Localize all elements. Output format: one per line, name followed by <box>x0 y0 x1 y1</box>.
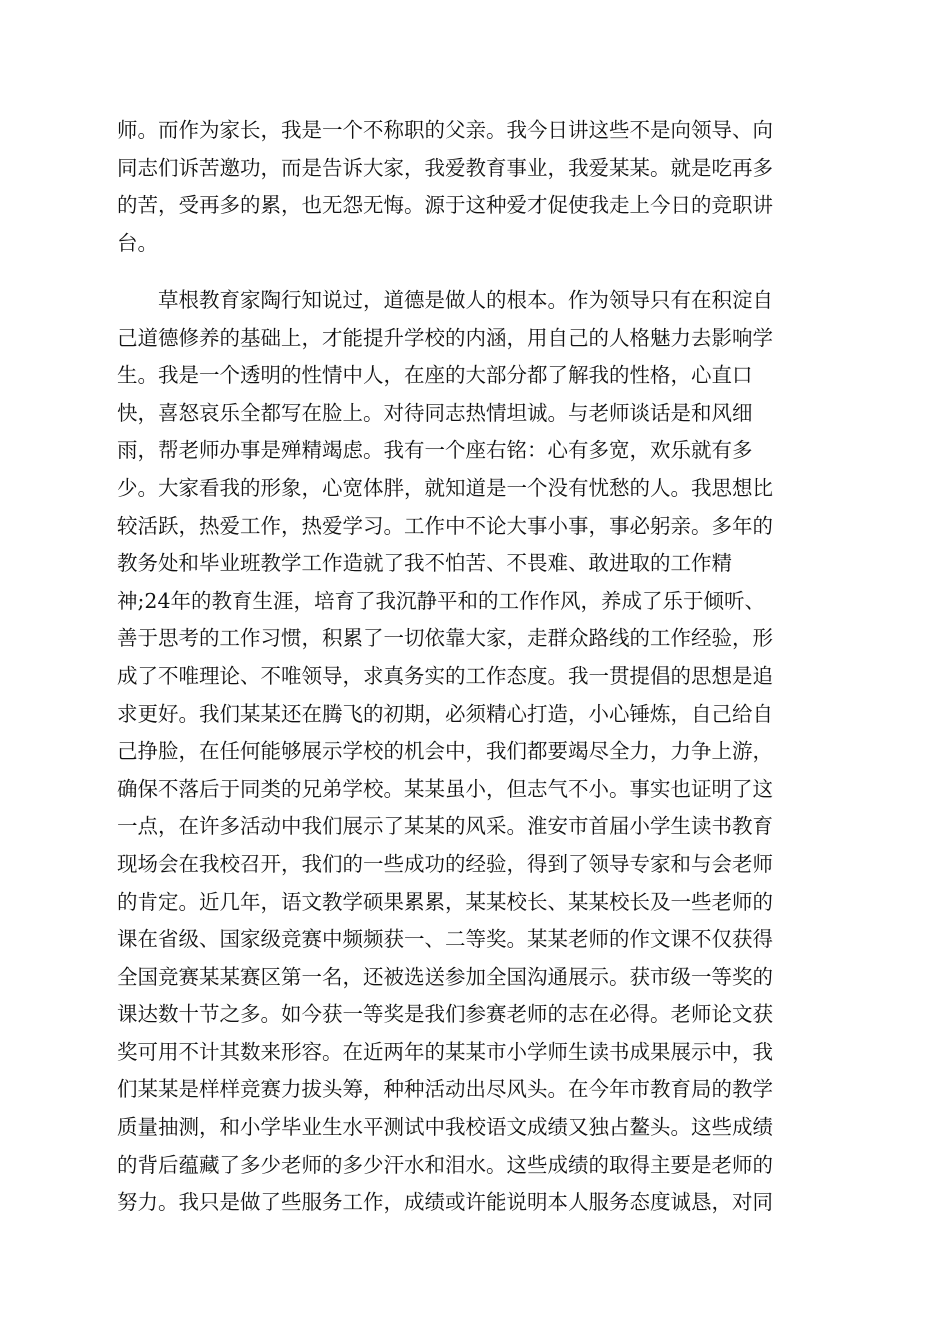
paragraph-line: 师。而作为家长，我是一个不称职的父亲。我今日讲这些不是向领导、向 <box>117 118 773 142</box>
paragraph-line: 同志们诉苦邀功，而是告诉大家，我爱教育事业，我爱某某。就是吃再多 <box>117 155 773 180</box>
paragraph-line: 生。我是一个透明的性情中人，在座的大部分都了解我的性格，心直口 <box>117 363 753 388</box>
paragraph-line: 快，喜怒哀乐全都写在脸上。对待同志热情坦诚。与老师谈话是和风细 <box>117 400 753 425</box>
paragraph-line: 善于思考的工作习惯，积累了一切依靠大家，走群众路线的工作经验，形 <box>117 626 773 651</box>
paragraph-line: 课在省级、国家级竞赛中频频获一、二等奖。某某老师的作文课不仅获得 <box>117 927 773 952</box>
paragraph-line: 雨，帮老师办事是殚精竭虑。我有一个座右铭：心有多宽，欢乐就有多 <box>117 438 753 463</box>
paragraph-line: 较活跃，热爱工作，热爱学习。工作中不论大事小事，事必躬亲。多年的 <box>117 513 773 538</box>
paragraph-line: 草根教育家陶行知说过，道德是做人的根本。作为领导只有在积淀自 <box>117 288 773 312</box>
paragraph-line: 的背后蕴藏了多少老师的多少汗水和泪水。这些成绩的取得主要是老师的 <box>117 1152 773 1177</box>
paragraph-line: 己挣脸，在任何能够展示学校的机会中，我们都要竭尽全力，力争上游， <box>117 739 773 764</box>
paragraph-1 <box>117 112 831 262</box>
paragraph-line: 少。大家看我的形象，心宽体胖，就知道是一个没有忧愁的人。我思想比 <box>117 475 773 500</box>
paragraph-line: 奖可用不计其数来形容。在近两年的某某市小学师生读书成果展示中，我 <box>117 1039 773 1064</box>
paragraph-line: 的苦，受再多的累，也无怨无悔。源于这种爱才促使我走上今日的竞职讲 <box>117 193 773 218</box>
paragraph-line: 台。 <box>117 230 158 255</box>
paragraph-line: 的肯定。近几年，语文教学硕果累累，某某校长、某某校长及一些老师的 <box>117 889 773 914</box>
paragraph-line: 课达数十节之多。如今获一等奖是我们参赛老师的志在必得。老师论文获 <box>117 1002 773 1027</box>
paragraph-line: 确保不落后于同类的兄弟学校。某某虽小，但志气不小。事实也证明了这 <box>117 776 773 801</box>
paragraph-line: 们某某是样样竞赛力拔头筹，种种活动出尽风头。在今年市教育局的教学 <box>117 1077 773 1102</box>
paragraph-line: 全国竞赛某某赛区第一名，还被选送参加全国沟通展示。获市级一等奖的 <box>117 964 773 989</box>
paragraph-line: 现场会在我校召开，我们的一些成功的经验，得到了领导专家和与会老师 <box>117 851 773 876</box>
paragraph-line: 成了不唯理论、不唯领导，求真务实的工作态度。我一贯提倡的思想是追 <box>117 663 773 688</box>
paragraph-line: 质量抽测，和小学毕业生水平测试中我校语文成绩又独占鳌头。这些成绩 <box>117 1115 773 1140</box>
paragraph-2 <box>117 282 831 1222</box>
paragraph-line: 一点，在许多活动中我们展示了某某的风采。淮安市首届小学生读书教育 <box>117 814 773 839</box>
paragraph-line: 己道德修养的基础上，才能提升学校的内涵，用自己的人格魅力去影响学 <box>117 325 773 350</box>
paragraph-line: 神;24年的教育生涯，培育了我沉静平和的工作作风，养成了乐于倾听、 <box>117 588 765 613</box>
paragraph-line: 教务处和毕业班教学工作造就了我不怕苦、不畏难、敢进取的工作精 <box>117 551 732 576</box>
paragraph-line: 求更好。我们某某还在腾飞的初期，必须精心打造，小心锤炼，自己给自 <box>117 701 773 726</box>
paragraph-line: 努力。我只是做了些服务工作，成绩或许能说明本人服务态度诚恳，对同 <box>117 1190 773 1215</box>
